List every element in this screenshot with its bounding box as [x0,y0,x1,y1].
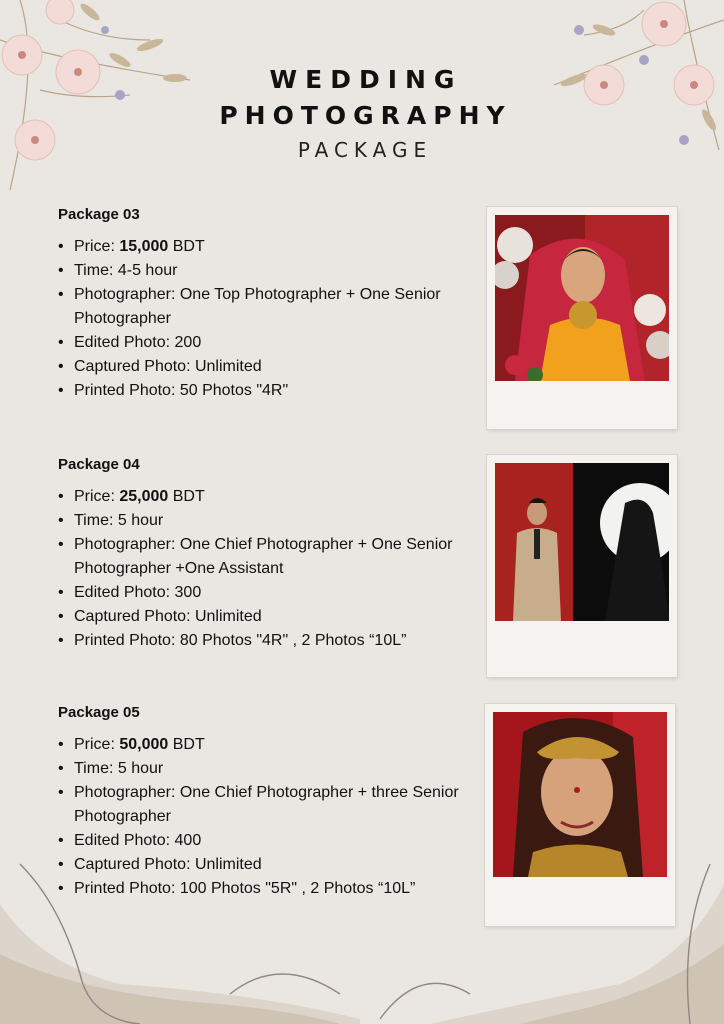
package-04-section [58,456,478,653]
photographer-item: • Photographer: One Chief Photographer + three Senior Photographer [74,781,478,829]
price-item: • Price: 25,000 BDT [74,485,478,509]
price-item: • Price: 15,000 BDT [74,235,478,259]
captured-photo-item: • Captured Photo: Unlimited [74,853,478,877]
couple-photo [495,463,669,621]
printed-photo-item: • Printed Photo: 80 Photos "4R" , 2 Photos “10L” [74,629,478,653]
photographer-item: • Photographer: One Top Photographer + One Senior Photographer [74,283,478,331]
captured-photo-item: • Captured Photo: Unlimited [74,605,478,629]
title-line-1: WEDDING [269,65,463,94]
title-line-2: PHOTOGRAPHY [219,101,512,130]
package-title: Package 05 [58,704,140,721]
printed-photo-item: • Printed Photo: 50 Photos "4R" [74,379,478,403]
printed-photo-item: • Printed Photo: 100 Photos "5R" , 2 Photos “10L” [74,877,478,901]
price-item: • Price: 50,000 BDT [74,733,478,757]
time-item: • Time: 5 hour [74,509,478,533]
photographer-item: • Photographer: One Chief Photographer + One Senior Photographer +One Assistant [74,533,478,581]
edited-photo-item: • Edited Photo: 300 [74,581,478,605]
polaroid-frame-package-04 [487,455,677,677]
package-details-list [58,733,478,901]
polaroid-frame-package-03 [487,207,677,429]
time-item: • Time: 4-5 hour [74,259,478,283]
edited-photo-item: • Edited Photo: 200 [74,331,478,355]
package-title: Package 04 [58,456,140,473]
captured-photo-item: • Captured Photo: Unlimited [74,355,478,379]
package-title: Package 03 [58,206,140,223]
package-05-section [58,704,478,901]
package-03-section [58,206,478,403]
package-details-list [58,235,478,403]
polaroid-frame-package-05 [485,704,675,926]
time-item: • Time: 5 hour [74,757,478,781]
package-details-list [58,485,478,653]
bride-photo-1 [495,215,669,381]
bride-photo-2 [493,712,667,877]
edited-photo-item: • Edited Photo: 400 [74,829,478,853]
subtitle: PACKAGE [297,138,433,162]
page-header [0,62,724,166]
